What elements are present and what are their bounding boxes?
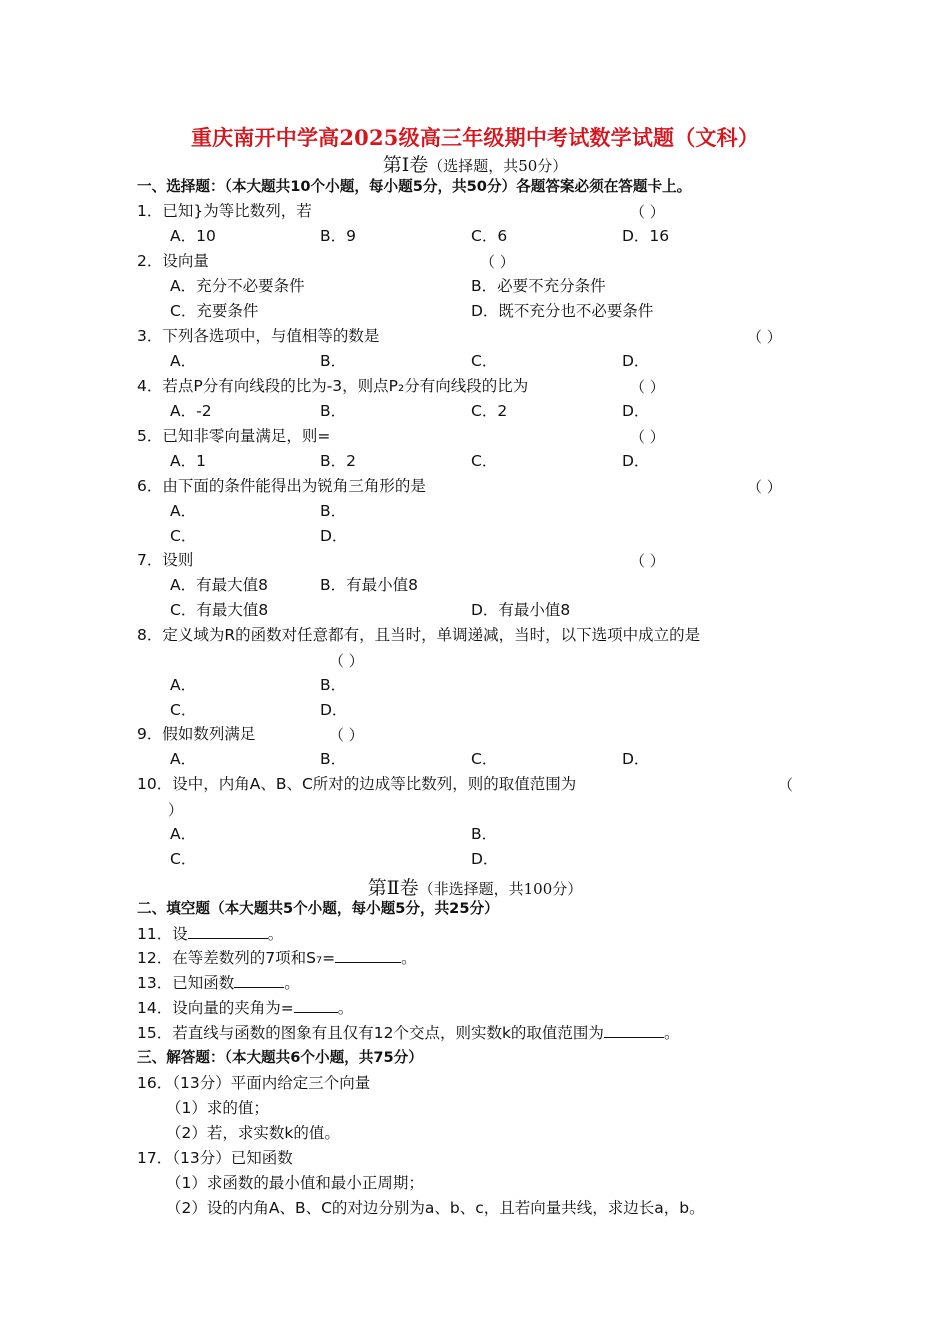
q10-option-d: D． xyxy=(471,850,499,868)
question-15 xyxy=(137,1023,679,1043)
volume-1-name: 第Ⅰ卷 xyxy=(382,154,429,176)
q2-option-d: D．既不充分也不必要条件 xyxy=(471,302,654,320)
question-17: 17．（13分）已知函数 xyxy=(137,1149,293,1167)
q8-option-d: D． xyxy=(320,701,348,719)
q2-option-b: B．必要不充分条件 xyxy=(471,277,606,295)
q15-answer-blank[interactable] xyxy=(604,1023,664,1038)
q11-text: 11．设 xyxy=(137,925,188,943)
q4-option-a: A．-2 xyxy=(170,402,212,420)
answer-paren-3: （ ） xyxy=(747,328,782,346)
question-11 xyxy=(137,924,283,944)
q3-option-c: C． xyxy=(471,352,498,370)
q12-end: 。 xyxy=(401,949,417,967)
question-1: 1．已知}为等比数列，若 xyxy=(137,202,312,220)
q3-option-a: A． xyxy=(170,352,197,370)
volume-2-name: 第Ⅱ卷 xyxy=(367,877,419,899)
question-12 xyxy=(137,948,417,968)
answer-paren-1: （ ） xyxy=(630,203,665,221)
q14-answer-blank[interactable] xyxy=(294,998,338,1013)
volume-1-heading xyxy=(0,150,950,177)
answer-paren-9: （ ） xyxy=(329,726,364,744)
q1-option-b: B．9 xyxy=(320,227,356,245)
q15-end: 。 xyxy=(663,1024,680,1042)
q11-answer-blank[interactable] xyxy=(188,924,268,939)
q14-end: 。 xyxy=(337,999,354,1017)
q9-option-d: D． xyxy=(622,750,650,768)
question-9: 9．假如数列满足 xyxy=(137,725,256,743)
answer-paren-2: （ ） xyxy=(480,253,515,271)
volume-1-subtitle: （选择题，共50分） xyxy=(428,157,568,175)
q4-option-c: C．2 xyxy=(471,402,508,420)
q1-option-d: D．16 xyxy=(622,227,670,245)
question-3: 3．下列各选项中，与值相等的数是 xyxy=(137,327,380,345)
volume-2-subtitle: （非选择题，共100分） xyxy=(418,880,583,898)
q5-option-b: B．2 xyxy=(320,452,356,470)
q3-option-b: B． xyxy=(320,352,347,370)
q9-option-a: A． xyxy=(170,750,197,768)
q5-option-d: D． xyxy=(622,452,650,470)
q8-option-a: A． xyxy=(170,676,197,694)
q10-option-a: A． xyxy=(170,825,197,843)
q17-part-1: （1）求函数的最小值和最小正周期； xyxy=(166,1174,424,1192)
section-2-heading: 二、填空题（本大题共5个小题，每小题5分，共25分） xyxy=(137,900,499,917)
q13-text: 13．已知函数 xyxy=(137,974,235,992)
question-6: 6．由下面的条件能得出为锐角三角形的是 xyxy=(137,477,426,495)
q6-option-c: C． xyxy=(170,527,197,545)
q7-option-b: B．有最小值8 xyxy=(320,576,418,594)
question-16: 16．（13分）平面内给定三个向量 xyxy=(137,1074,371,1092)
q17-part-2: （2）设的内角A、B、C的对边分别为a、b、c，且若向量共线，求边长a，b。 xyxy=(166,1199,705,1217)
q7-option-c: C．有最大值8 xyxy=(170,601,269,619)
question-2: 2．设向量 xyxy=(137,252,209,270)
answer-paren-6: （ ） xyxy=(747,478,782,496)
q4-option-b: B． xyxy=(320,402,347,420)
q1-option-a: A．10 xyxy=(170,227,216,245)
answer-paren-4: （ ） xyxy=(630,378,665,396)
q16-part-1: （1）求的值； xyxy=(166,1099,269,1117)
q10-option-c: C． xyxy=(170,850,197,868)
volume-2-heading xyxy=(0,873,950,900)
q1-option-c: C．6 xyxy=(471,227,508,245)
q2-option-a: A．充分不必要条件 xyxy=(170,277,305,295)
question-4: 4．若点P分有向线段的比为-3，则点P₂分有向线段的比为 xyxy=(137,377,529,395)
q15-text: 15．若直线与函数的图象有且仅有12个交点，则实数k的取值范围为 xyxy=(137,1024,604,1042)
q12-text: 12．在等差数列的7项和S₇= xyxy=(137,949,336,967)
q6-option-a: A． xyxy=(170,502,197,520)
answer-paren-8: （ ） xyxy=(329,652,364,670)
q9-option-c: C． xyxy=(471,750,498,768)
q13-end: 。 xyxy=(284,974,300,992)
q5-option-a: A．1 xyxy=(170,452,206,470)
q8-option-c: C． xyxy=(170,701,197,719)
q11-end: 。 xyxy=(267,925,284,943)
q7-option-d: D．有最小值8 xyxy=(471,601,571,619)
section-1-heading: 一、选择题：（本大题共10个小题，每小题5分，共50分）各题答案必须在答题卡上。 xyxy=(137,178,692,195)
question-10: 10．设中，内角A、B、C所对的边成等比数列，则的取值范围为 xyxy=(137,775,577,793)
q6-option-d: D． xyxy=(320,527,348,545)
q12-answer-blank[interactable] xyxy=(335,948,401,963)
q6-option-b: B． xyxy=(320,502,347,520)
q3-option-d: D． xyxy=(622,352,650,370)
answer-paren-5: （ ） xyxy=(630,428,665,446)
q8-option-b: B． xyxy=(320,676,347,694)
answer-paren-7: （ ） xyxy=(630,552,665,570)
question-14 xyxy=(137,998,353,1018)
q5-option-c: C． xyxy=(471,452,498,470)
q9-option-b: B． xyxy=(320,750,347,768)
answer-paren-10-close: ） xyxy=(168,801,184,819)
question-8: 8．定义域为R的函数对任意都有，且当时，单调递减，当时，以下选项中成立的是 xyxy=(137,626,701,644)
question-13 xyxy=(137,973,300,993)
answer-paren-10-open: （ xyxy=(778,776,794,794)
exam-title: 重庆南开中学高2025级高三年级期中考试数学试题（文科） xyxy=(190,125,760,150)
q14-text: 14．设向量的夹角为= xyxy=(137,999,294,1017)
q2-option-c: C．充要条件 xyxy=(170,302,259,320)
q13-answer-blank[interactable] xyxy=(234,973,284,988)
question-7: 7．设则 xyxy=(137,551,194,569)
q7-option-a: A．有最大值8 xyxy=(170,576,268,594)
q16-part-2: （2）若，求实数k的值。 xyxy=(166,1124,340,1142)
q10-option-b: B． xyxy=(471,825,498,843)
question-5: 5．已知非零向量满足，则= xyxy=(137,427,331,445)
q4-option-d: D． xyxy=(622,402,650,420)
section-3-heading: 三、解答题：（本大题共6个小题，共75分） xyxy=(137,1049,423,1066)
